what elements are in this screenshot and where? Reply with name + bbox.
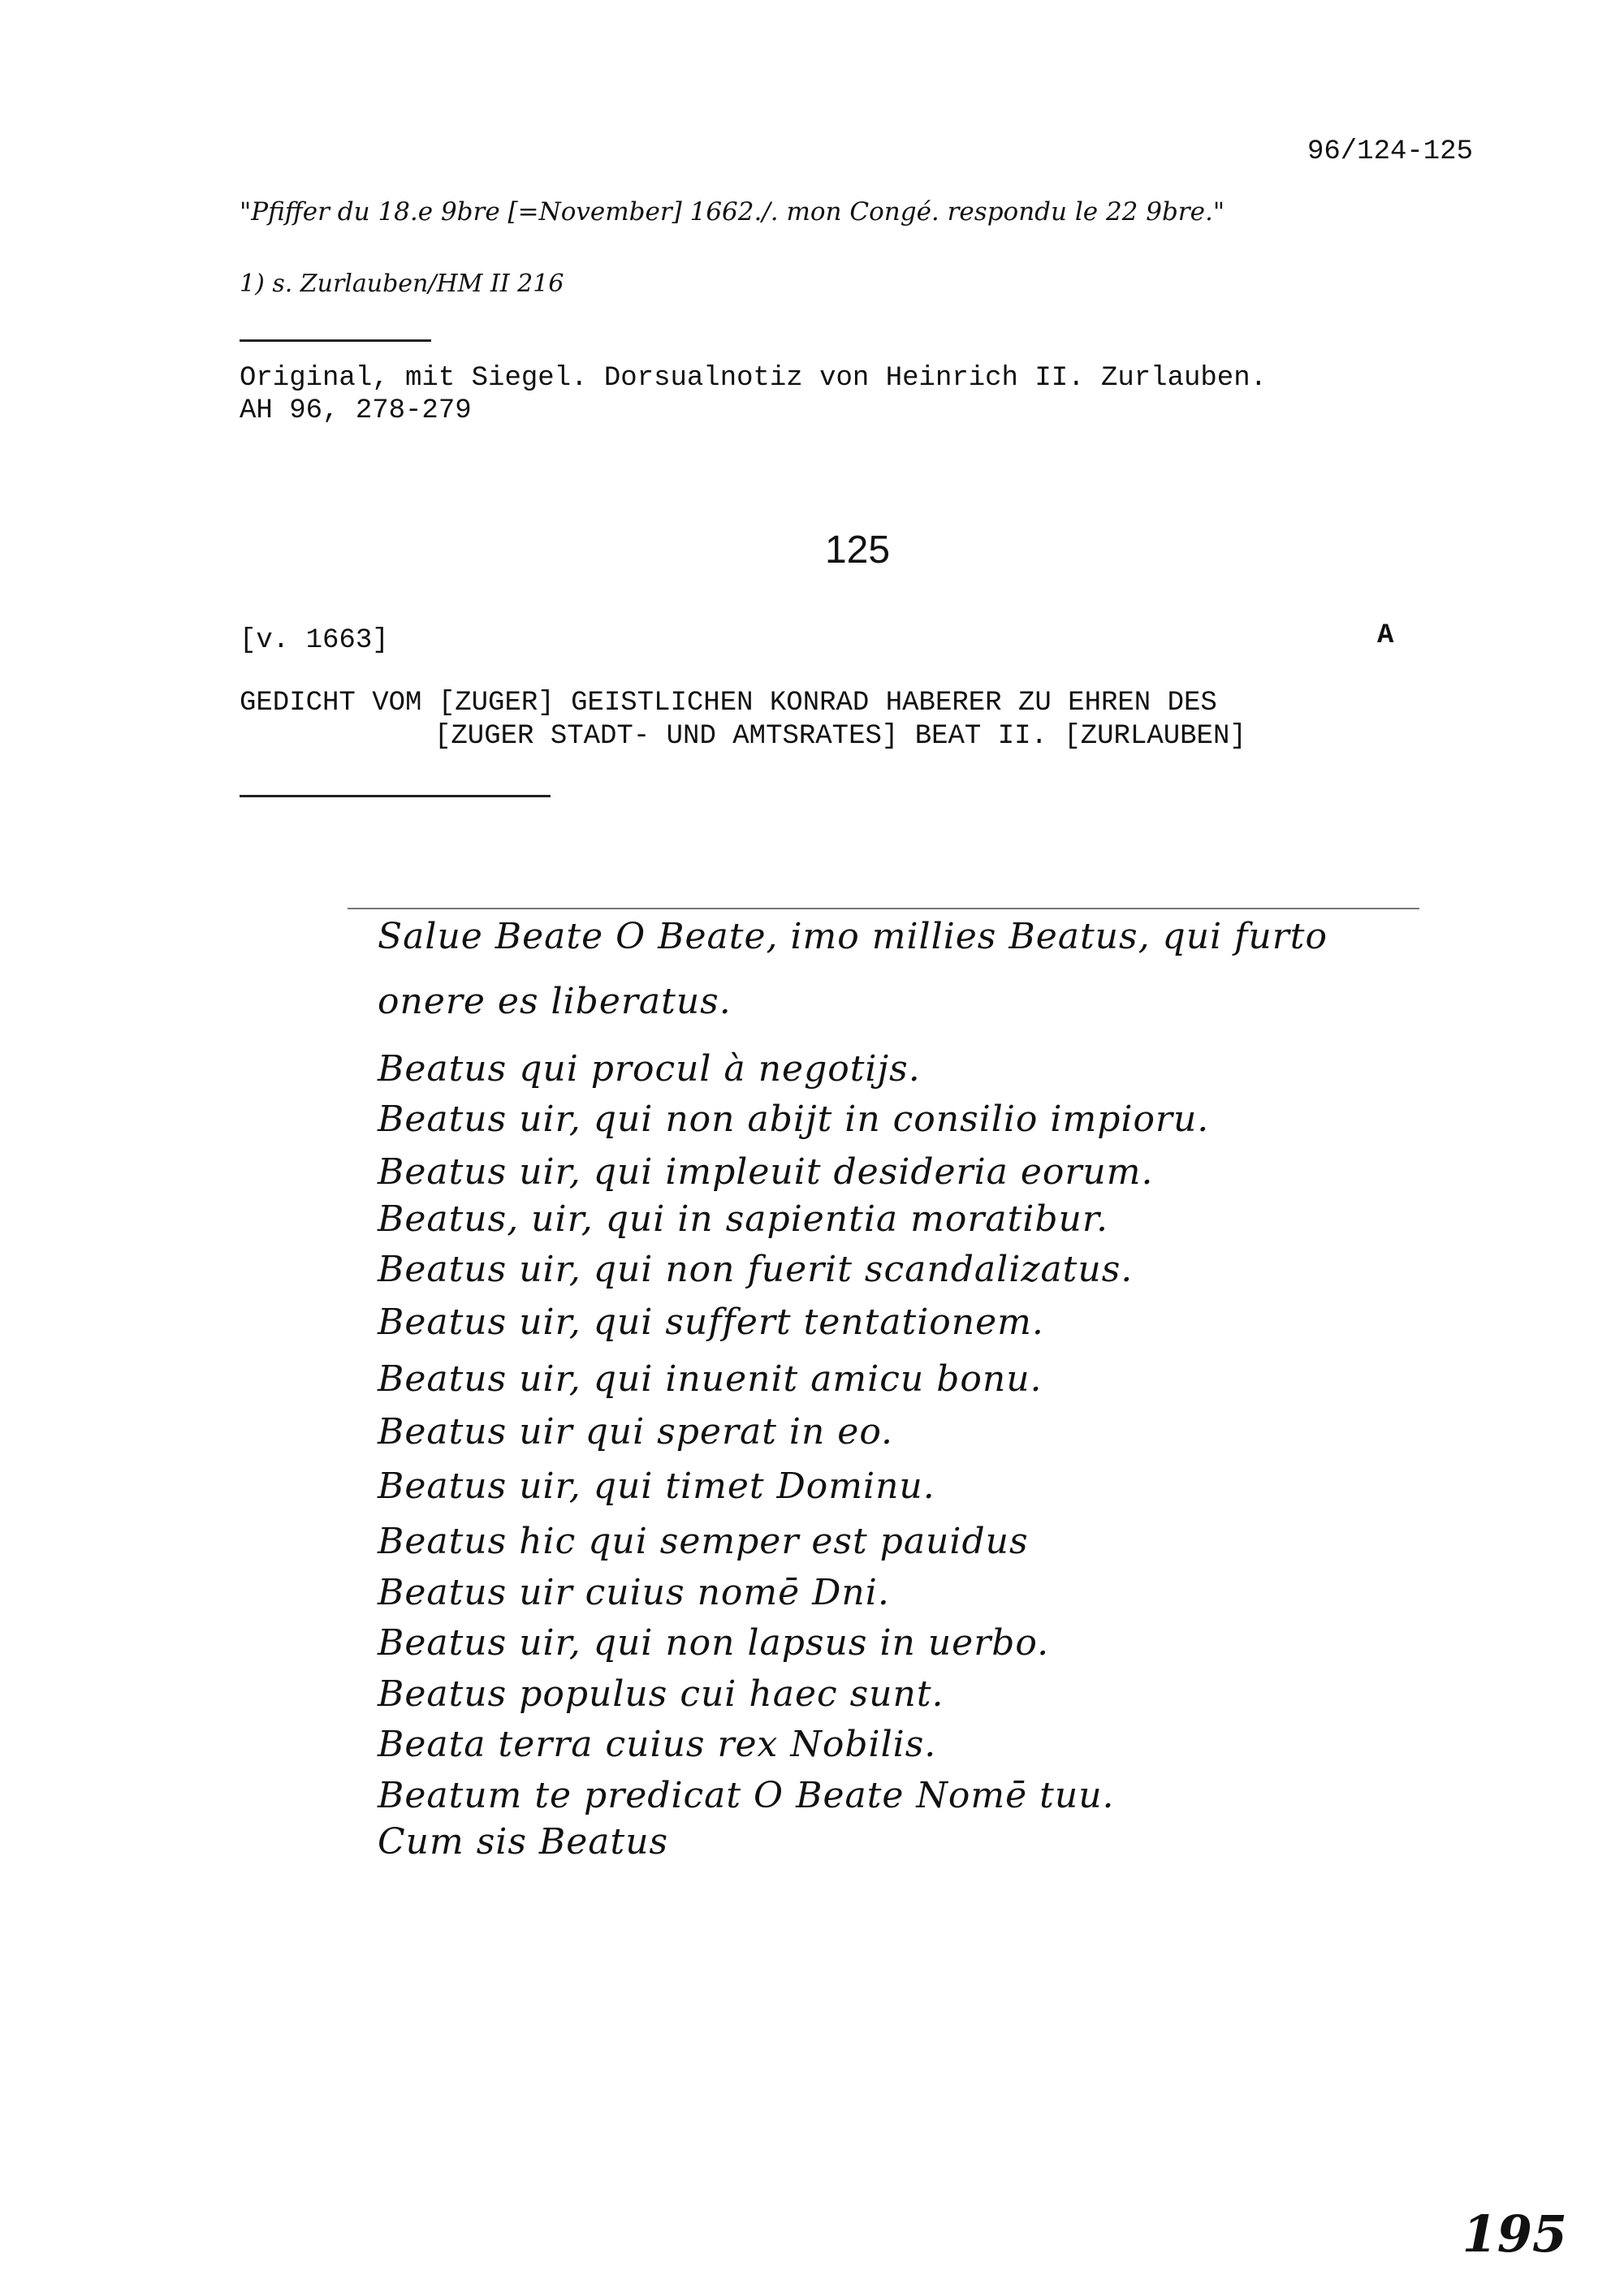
document-title-line-2: [ZUGER STADT- UND AMTSRATES] BEAT II. [ZURLAUBEN] <box>434 721 1246 752</box>
manuscript-line: Cum sis Beatus <box>378 1821 669 1863</box>
title-divider <box>240 795 551 797</box>
manuscript-line: Salue Beate O Beate, imo millies Beatus, qui furto <box>378 916 1328 957</box>
archive-reference: 96/124-125 <box>1307 136 1473 167</box>
manuscript-line: onere es liberatus. <box>378 981 732 1022</box>
document-mark: A <box>1377 620 1394 651</box>
source-citation: AH 96, 278-279 <box>240 395 472 426</box>
manuscript-line: Beatus uir, qui non abijt in consilio impioru. <box>378 1099 1210 1140</box>
document-number: 125 <box>824 529 891 572</box>
document-date: [v. 1663] <box>240 625 389 656</box>
manuscript-line: Beatus, uir, qui in sapientia moratibur. <box>378 1198 1109 1240</box>
manuscript-line: Beatus uir, qui inuenit amicu bonu. <box>378 1358 1043 1400</box>
source-note: Original, mit Siegel. Dorsualnotiz von Heinrich II. Zurlauben. <box>240 363 1268 394</box>
page-number: 195 <box>1462 2204 1567 2264</box>
footnote-divider <box>240 339 431 342</box>
manuscript-line: Beatus uir, qui suffert tentationem. <box>378 1302 1044 1343</box>
manuscript-line: Beatus uir, qui impleuit desideria eorum. <box>378 1151 1154 1193</box>
manuscript-line: Beatus populus cui haec sunt. <box>378 1673 944 1715</box>
manuscript-line: Beatus qui procul à negotijs. <box>378 1048 921 1090</box>
manuscript-top-edge <box>348 908 1419 909</box>
manuscript-line: Beatum te predicat O Beate Nomē tuu. <box>378 1775 1115 1816</box>
dorsal-quote: "Pfiffer du 18.e 9bre [=November] 1662./. mon Congé. respondu le 22 9bre." <box>240 197 1225 227</box>
manuscript-line: Beata terra cuius rex Nobilis. <box>378 1724 937 1765</box>
document-title-line-1: GEDICHT VOM [ZUGER] GEISTLICHEN KONRAD HABERER ZU EHREN DES <box>240 688 1217 719</box>
manuscript-line: Beatus uir qui sperat in eo. <box>378 1411 894 1453</box>
manuscript-line: Beatus uir, qui non fuerit scandalizatus. <box>378 1249 1134 1290</box>
manuscript-line: Beatus hic qui semper est pauidus <box>378 1521 1029 1562</box>
manuscript-line: Beatus uir, qui timet Dominu. <box>378 1466 935 1507</box>
manuscript-facsimile <box>345 916 1417 1988</box>
manuscript-line: Beatus uir cuius nomē Dni. <box>378 1572 890 1613</box>
footnote: 1) s. Zurlauben/HM II 216 <box>240 270 564 298</box>
manuscript-line: Beatus uir, qui non lapsus in uerbo. <box>378 1622 1050 1664</box>
